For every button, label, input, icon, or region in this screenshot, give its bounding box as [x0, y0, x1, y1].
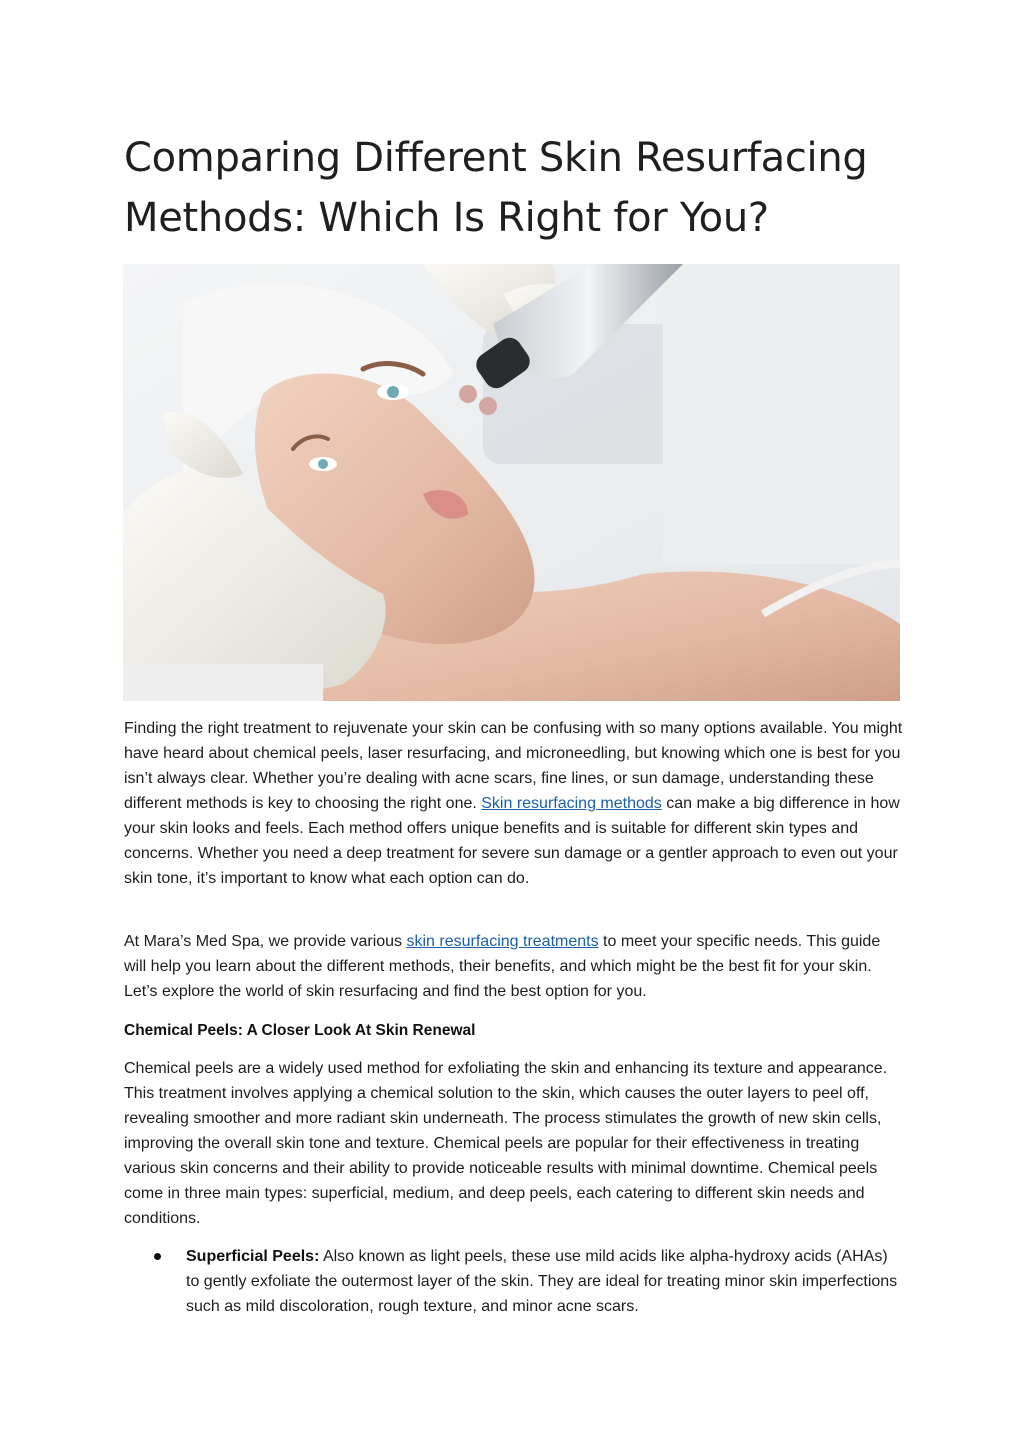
spa-paragraph: [124, 929, 904, 1004]
list-item: [124, 1244, 904, 1319]
skin-resurfacing-treatments-link[interactable]: skin resurfacing treatments: [406, 933, 599, 950]
chemical-peels-paragraph: Chemical peels are a widely used method for exfoliating the skin and enhancing its texture and appearance. This treatment involves applying a chemical solution to the skin, which causes the outer layers to peel off, revealing smoother and more radiant skin underneath. The process stimulates the growth of new skin cells, improving the overall skin tone and texture. Chemical peels are popular for their effectiveness in treating various skin concerns and their ability to provide noticeable results with minimal downtime. Chemical peels come in three main types: superficial, medium, and deep peels, each catering to different skin needs and conditions.: [124, 1060, 888, 1227]
facial-treatment-illustration: [123, 264, 900, 701]
intro-text-end: can make a big difference in how your skin looks and feels. Each method offers unique benefits and is suitable for different skin types and concerns. Whether you need a deep treatment for severe sun damage or a gentler approach to even out your skin tone, it’s important to know what each option can do.: [124, 795, 900, 887]
intro-paragraph: [124, 716, 904, 891]
intro-text-start: Finding the right treatment to rejuvenate your skin can be confusing with so many options available. You might have heard about chemical peels, laser resurfacing, and microneedling, but knowing which one is best for you isn’t always clear. Whether you’re dealing with acne scars, fine lines, or sun damage, understanding these different methods is key to choosing the right one.: [124, 720, 903, 812]
spa-text-end: to meet your specific needs. This guide will help you learn about the different methods, their benefits, and which might be the best fit for your skin. Let’s explore the world of skin resurfacing and find the best option for you.: [124, 933, 881, 1000]
bullet-term: Superficial Peels:: [186, 1248, 320, 1265]
bullet-text: Also known as light peels, these use mild acids like alpha-hydroxy acids (AHAs) to gently exfoliate the outermost layer of the skin. They are ideal for treating minor skin imperfections such as mild discoloration, rough texture, and minor acne scars.: [186, 1248, 898, 1315]
hero-image: [123, 264, 900, 701]
skin-resurfacing-methods-link[interactable]: Skin resurfacing methods: [481, 795, 662, 812]
section-heading: Chemical Peels: A Closer Look At Skin Renewal: [124, 1022, 476, 1039]
article-title: Comparing Different Skin Resurfacing Methods: Which Is Right for You?: [124, 135, 868, 241]
peel-types-list: [124, 1244, 904, 1319]
spa-text-start: At Mara’s Med Spa, we provide various: [124, 933, 407, 950]
bullet-icon: [154, 1253, 161, 1260]
